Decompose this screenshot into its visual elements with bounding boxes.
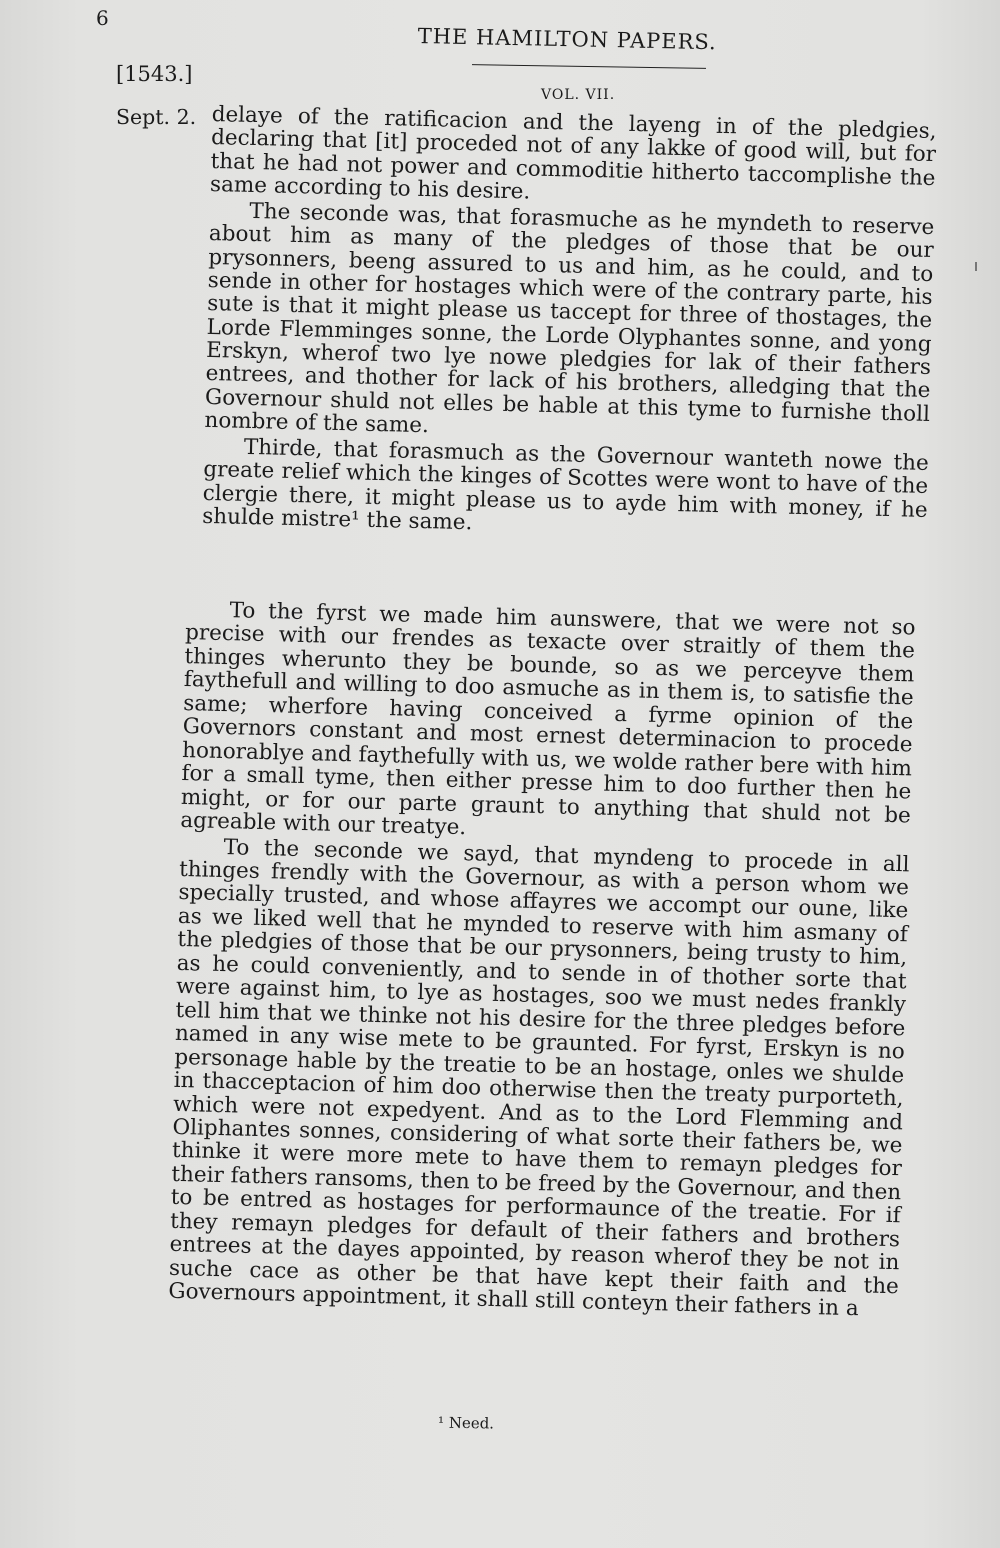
paragraph: To the seconde we sayd, that myndeng to procede in all thinges frendly with the Governour, as with a person whom we specially trusted, and whose affayres we accompt our oune, like as we liked well that he mynded to reserve with him asmany of the pledgies of those that be our prysonners, being trusty to him, as he could conveniently, and to sende in of thother sorte that were against him, to lye as hostages, soo we must nedes frankly tell him that we thinke not his desire for the three pledges before named in any wise mete to be graunted. For fyrst, Erskyn is no personage hable by the treatie to be an hostage, onles we shulde in thacceptacion of him doo otherwise then the treaty purporteth, which were not expedyent. And as to the Lord Flemming and Oliphantes sonnes, considering of what sorte their fathers be, we thinke it were more mete to have them to remayn pledges for their fathers ransoms, then to be freed by the Governour, and then to be entred as hostages for performaunce of the treatie. For if they remayn pledges for default of their fathers and brothers entrees at the dayes appointed, by reason wherof they be not in suche cace as other be that have kept their faith and the Governours appointment, it shall still conteyn their fathers in a bbox=[168, 834, 910, 1322]
margin-date: Sept. 2. bbox=[116, 105, 197, 129]
margin-year: [1543.] bbox=[116, 62, 193, 86]
paragraph: Thirde, that forasmuch as the Governour wanteth nowe the greate relief which the kinges of Scottes were wont to have of the clergie there, it might please us to ayde him with money, if he shulde mistre¹ the same. bbox=[201, 435, 929, 536]
body-text-top bbox=[202, 103, 937, 548]
body-text-bottom bbox=[168, 598, 916, 1324]
paragraph: The seconde was, that forasmuche as he myndeth to reserve about him as many of the pledges of those that be our prysonners, beeng assured to us and him, as he could, and to sende in other for hostages which were of the contrary parte, his sute is that it might please us taccept for three of thostages, the Lorde Flemminges sonne, the Lorde Olyphantes sonne, and yong Erskyn, wherof two lye nowe pledgies for lak of their fathers entrees, and thother for lack of his brothers, alledging that the Governour shuld not elles be hable at this tyme to furnishe tholl nombre of the same. bbox=[204, 199, 935, 439]
volume-label: VOL. VII. bbox=[541, 87, 616, 103]
running-title: THE HAMILTON PAPERS. bbox=[417, 24, 717, 55]
page-number: 6 bbox=[96, 6, 109, 30]
footnote: ¹ Need. bbox=[437, 1413, 495, 1433]
header-rule bbox=[472, 64, 706, 69]
paragraph: To the fyrst we made him aunswere, that we were not so precise with our frendes as texacte over straitly of them the thinges wherunto they be bounde, so as we perceyve them faythefull and willing to doo asmuche as in them is, to satisfie the same; wherfore having conceived a fyrme opinion of the Governors constant and most ernest determinacion to procede honorablye and faythefully with us, we wolde rather bere with him for a small tyme, then either presse him to doo further then he might, or for our parte graunt to anything that shuld not be agreable with our treatye. bbox=[180, 598, 916, 841]
paragraph: delaye of the ratificacion and the layeng in of the pledgies, declaring that [it] proceded not of any lakke of good will, but for that he had not power and commoditie hitherto taccomplishe the same according to his desire. bbox=[209, 102, 937, 205]
margin-mark bbox=[975, 262, 977, 271]
